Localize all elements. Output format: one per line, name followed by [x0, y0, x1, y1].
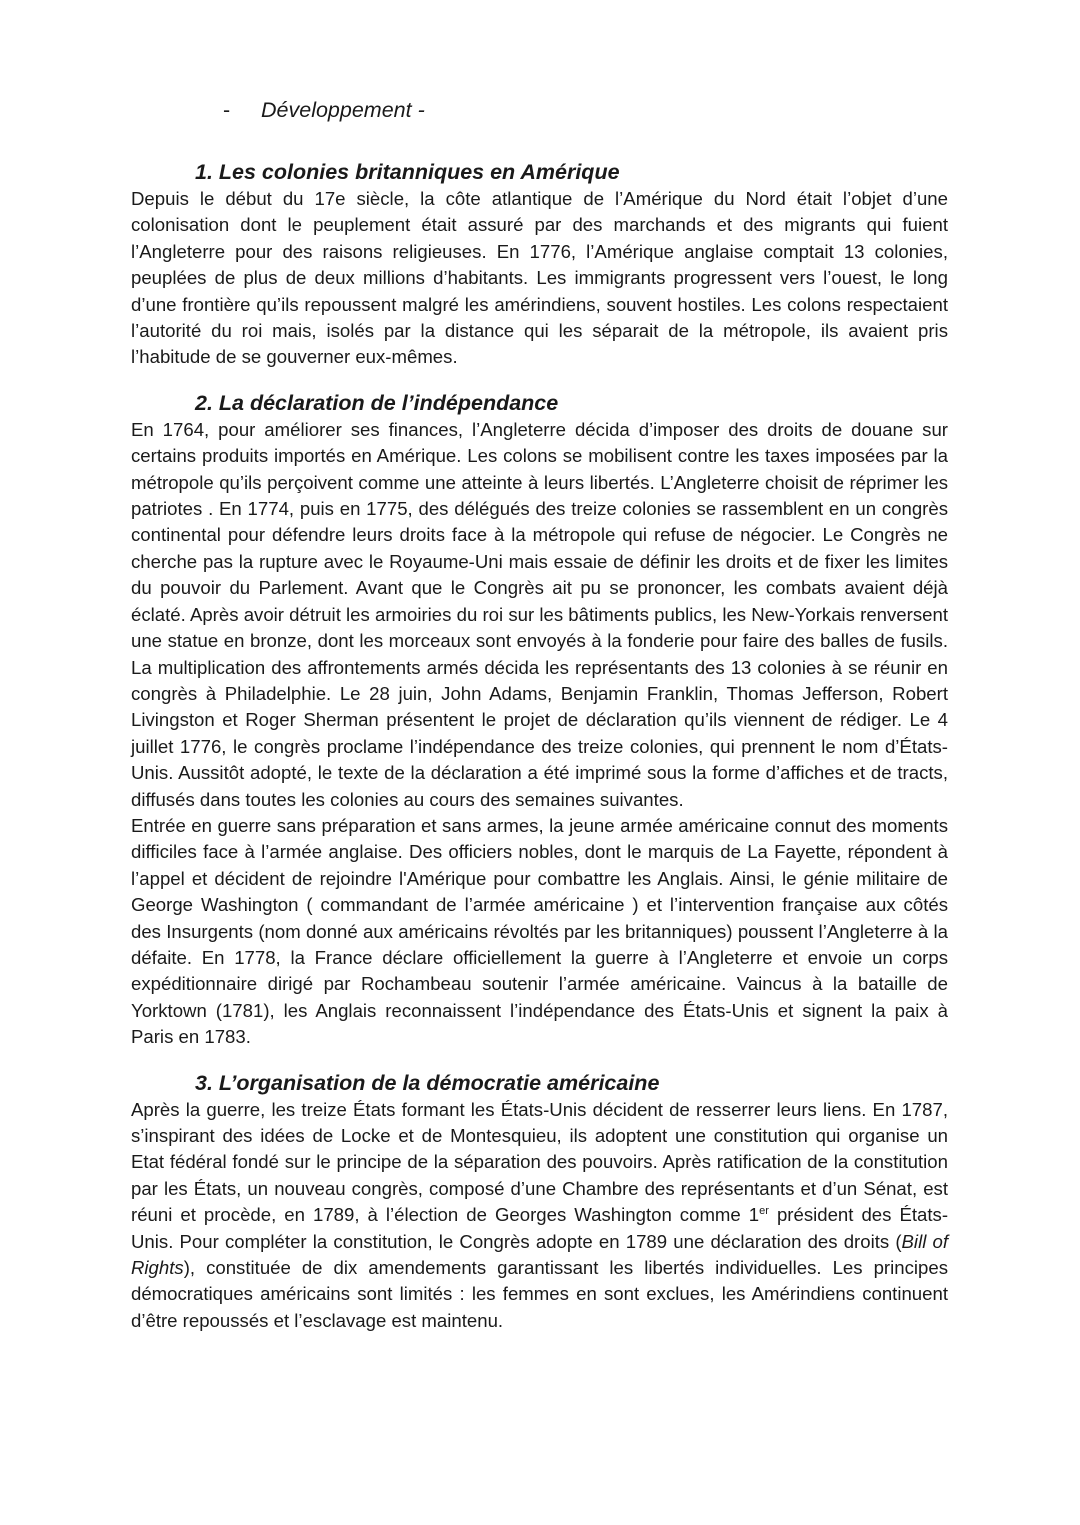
- section-1-heading: 1. Les colonies britanniques en Amérique: [195, 160, 620, 184]
- title-label: Développement -: [261, 98, 425, 122]
- section-2-heading: 2. La déclaration de l’indépendance: [195, 390, 559, 415]
- section-3-paragraph: [131, 1097, 948, 1335]
- section-3-text-b: président des États-Unis. Pour compléter la constitution, le Congrès adopte en 1789 une déclaration des droits (: [131, 1204, 949, 1252]
- section-2-paragraph-2: Entrée en guerre sans préparation et sans armes, la jeune armée américaine connut des moments difficiles face à l’armée anglaise. Des officiers nobles, dont le marquis de La Fayette, répondent à l’appel et décident de rejoindre l'Amérique pour combattre les Anglais. Ainsi, le génie militaire de George Washington ( commandant de l’armée américaine ) et l’intervention française aux côtés des Insurgents (nom donné aux américains révoltés par les britanniques) poussent l’Angleterre à la défaite. En 1778, la France déclare officiellement la guerre à l’Angleterre et envoie un corps expéditionnaire dirigé par Rochambeau soutenir l’armée américaine. Vaincus à la bataille de Yorktown (1781), les Anglais reconnaissent l’indépendance des États-Unis et signent la paix à Paris en 1783.: [131, 814, 948, 1048]
- ordinal-superscript: er: [759, 1205, 769, 1218]
- section-3-text-c: ), constituée de dix amendements garantissant les libertés individuelles. Les principes démocratiques américains sont limités : les femmes en sont exclues, les Amérindiens continuent d’être repoussés et l’esclavage est maintenu.: [131, 1257, 948, 1331]
- bill-of-rights-italic: Bill of Rights: [131, 1230, 948, 1279]
- section-1-paragraph: Depuis le début du 17e siècle, la côte atlantique de l’Amérique du Nord était l’objet d’une colonisation dont le peuplement était assuré par des marchands et des migrants qui fuient l’Angleterre pour des raisons religieuses. En 1776, l’Amérique anglaise comptait 13 colonies, peuplées de plus de deux millions d’habitants. Les immigrants progressent vers l’ouest, le long d’une frontière qu’ils repoussent malgré les amérindiens, souvent hostiles. Les colons respectaient l’autorité du roi mais, isolés par la distance qui les séparait de la métropole, ils avaient pris l’habitude de se gouverner eux-mêmes.: [131, 188, 948, 368]
- section-2-paragraph-1: En 1764, pour améliorer ses finances, l’Angleterre décida d’imposer des droits de douane sur certains produits importés en Amérique. Les colons se mobilisent contre les taxes imposées par la métropole qu’ils perçoivent comme une atteinte à leurs libertés. L’Angleterre choisit de réprimer les patriotes . En 1774, puis en 1775, des délégués des treize colonies se rassemblent en un congrès continental pour défendre leurs droits face à la métropole qui refuse de négocier. Le Congrès ne cherche pas la rupture avec le Royaume-Uni mais essaie de définir les droits et de fixer les limites du pouvoir du Parlement. Avant que le Congrès ait pu se prononcer, les combats avaient déjà éclaté. Après avoir détruit les armoiries du roi sur les bâtiments publics, les New-Yorkais renversent une statue en bronze, dont les morceaux sont envoyés à la fonderie pour faire des balles de fusils. La multiplication des affrontements armés décida les représentants des 13 colonies à se réunir en congrès à Philadelphie. Le 28 juin, John Adams, Benjamin Franklin, Thomas Jefferson, Robert Livingston et Roger Sherman présentent le projet de déclaration qu’ils viennent de rédiger. Le 4 juillet 1776, le congrès proclame l’indépendance des treize colonies, qui prennent le nom d’États-Unis. Aussitôt adopté, le texte de la déclaration a été imprimé sous la forme d’affiches et de tracts, diffusés dans toutes les colonies au cours des semaines suivantes.: [131, 418, 948, 810]
- title-dash: -: [223, 98, 231, 122]
- document-page: [131, 96, 948, 1334]
- section-3-heading: 3. L’organisation de la démocratie américaine: [195, 1070, 660, 1095]
- document-title: [131, 96, 948, 124]
- section-3-text-a: Après la guerre, les treize États formant les États-Unis décident de resserrer leurs liens. En 1787, s’inspirant des idées de Locke et de Montesquieu, ils adoptent une constitution qui organise un Etat fédéral fondé sur le principe de la séparation des pouvoirs. Après ratification de la constitution par les États, un nouveau congrès, composé d’une Chambre des représentants et d’un Sénat, est réuni et procède, en 1789, à l’élection de Georges Washington comme 1: [131, 1098, 948, 1226]
